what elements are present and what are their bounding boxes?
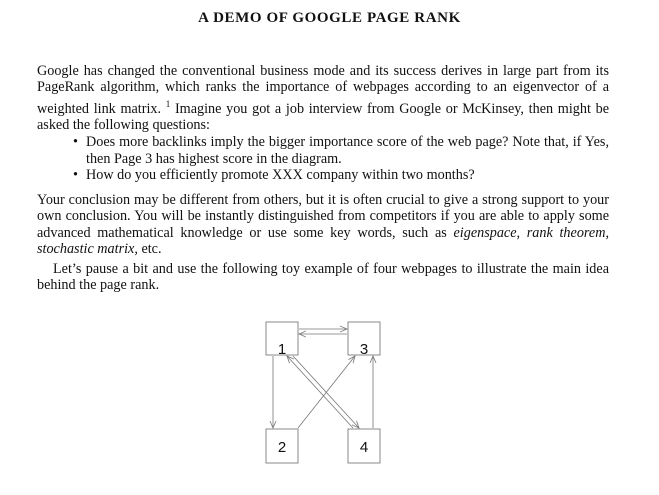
node-label-3: 3: [359, 341, 369, 358]
intro-text: Google has changed the conventional business mode and its success derives in large part from its PageRank algorithm, which ranks the importance of webpages according to an eigenvector of a weighted link matrix.: [37, 63, 609, 117]
edge-2-to-3: [298, 356, 355, 428]
footnote-marker[interactable]: 1: [165, 98, 171, 109]
toy-example-paragraph: [37, 261, 609, 294]
page-title: A DEMO OF GOOGLE PAGE RANK: [198, 10, 461, 26]
intro-paragraph: [37, 63, 609, 134]
conclusion-paragraph: [37, 192, 609, 258]
question-text: Does more backlinks imply the bigger importance score of the web page? Note that, if Yes, then Page 3 has highest score in the diagram.: [86, 134, 609, 167]
bullet-icon: •: [73, 167, 78, 184]
node-label-2: 2: [277, 439, 287, 456]
diagram-svg: [255, 314, 395, 474]
page-link-diagram: [255, 314, 395, 474]
node-label-4: 4: [359, 439, 369, 456]
question-list: [73, 134, 609, 184]
keyword-list: eigenspace, rank theorem, stochastic matrix,: [37, 224, 609, 258]
conclusion-text: Your conclusion may be different from others, but it is often crucial to give a strong support to your own conclusion. You will be instantly distinguished from competitors if you are able to apply some advanced mathematical knowledge or use some key words, such as: [37, 192, 609, 241]
node-label-1: 1: [277, 341, 287, 358]
conclusion-text-end: etc.: [137, 241, 162, 258]
edge-4-to-1: [287, 356, 353, 428]
toy-example-text: Let’s pause a bit and use the following toy example of four webpages to illustrate the main idea behind the page rank.: [37, 261, 609, 294]
bullet-icon: •: [73, 134, 78, 150]
list-item: [73, 134, 609, 167]
question-text: How do you efficiently promote XXX company within two months?: [86, 167, 475, 184]
intro-text-after: Imagine you got a job interview from Google or McKinsey, then might be asked the following questions:: [37, 100, 609, 134]
list-item: [73, 167, 609, 184]
